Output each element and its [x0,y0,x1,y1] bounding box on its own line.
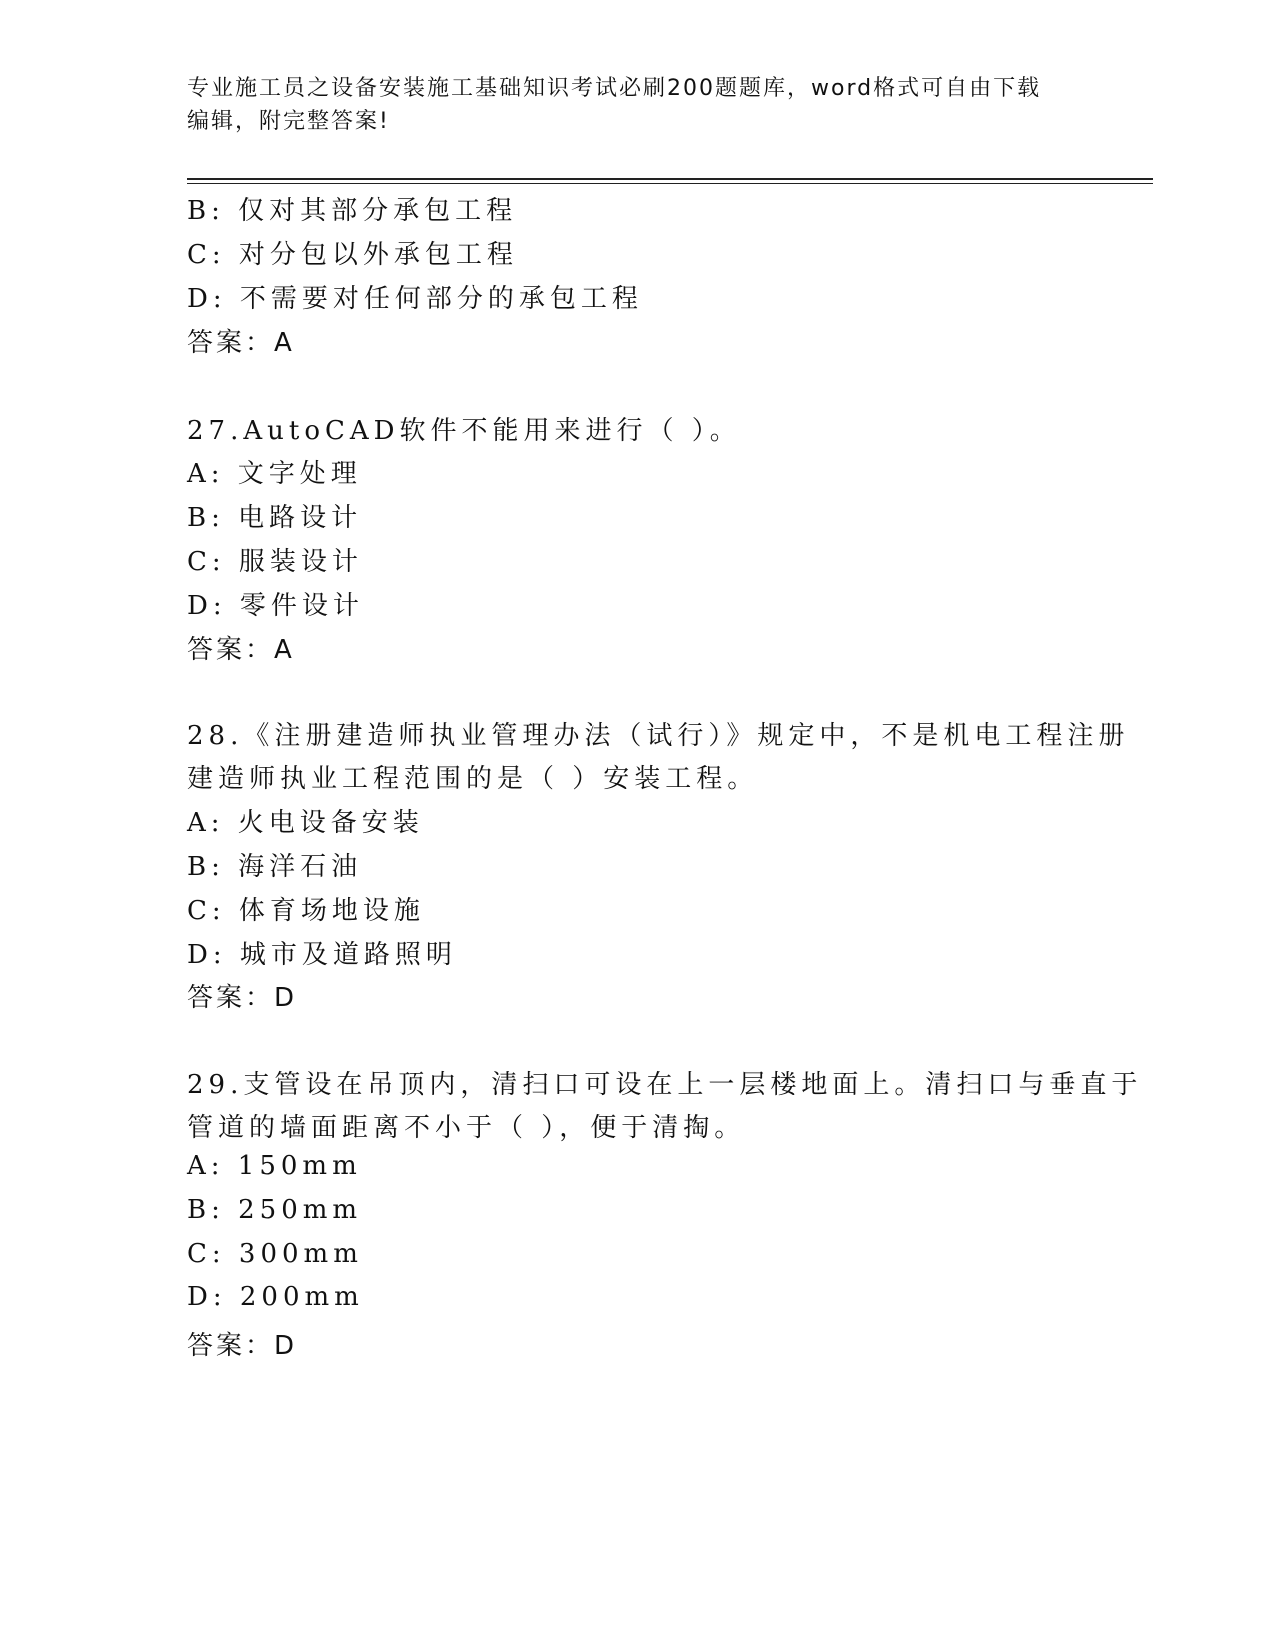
q28-option-b: B: 海洋石油 [187,852,363,882]
q29-option-b: B: 250mm [187,1195,363,1225]
header-divider-thin [187,183,1153,184]
q27-option-d: D: 零件设计 [187,591,364,621]
q29-option-a: A: 150mm [187,1151,362,1181]
header-title-line2: 编辑，附完整答案! [187,109,390,134]
q29-stem-line2: 管道的墙面距离不小于（ ），便于清掏。 [187,1113,746,1143]
q26-option-b: B: 仅对其部分承包工程 [187,196,518,226]
q29-stem-line1: 29.支管设在吊顶内，清扫口可设在上一层楼地面上。清扫口与垂直于 [187,1070,1143,1100]
q26-answer: 答案：A [187,328,295,358]
q29-answer: 答案：D [187,1331,298,1361]
q26-option-d: D: 不需要对任何部分的承包工程 [187,284,643,314]
q28-stem-line2: 建造师执业工程范围的是（ ）安装工程。 [187,764,759,794]
header-divider-thick [187,178,1153,180]
q28-option-a: A: 火电设备安装 [187,808,424,838]
q28-answer: 答案：D [187,983,298,1013]
q28-option-c: C: 体育场地设施 [187,896,425,926]
header-title-line1: 专业施工员之设备安装施工基础知识考试必刷200题题库，word格式可自由下载 [187,76,1042,101]
document-header [187,72,1087,138]
q28-stem-line1: 28.《注册建造师执业管理办法（试行）》规定中，不是机电工程注册 [187,721,1130,751]
q27-answer: 答案：A [187,635,295,665]
q27-stem: 27.AutoCAD软件不能用来进行（ ）。 [187,416,741,446]
q27-option-a: A: 文字处理 [187,459,362,489]
q29-option-c: C: 300mm [187,1239,363,1269]
q28-option-d: D: 城市及道路照明 [187,940,457,970]
q27-option-c: C: 服装设计 [187,547,363,577]
q26-option-c: C: 对分包以外承包工程 [187,240,518,270]
q27-option-b: B: 电路设计 [187,503,363,533]
q29-option-d: D: 200mm [187,1282,364,1312]
